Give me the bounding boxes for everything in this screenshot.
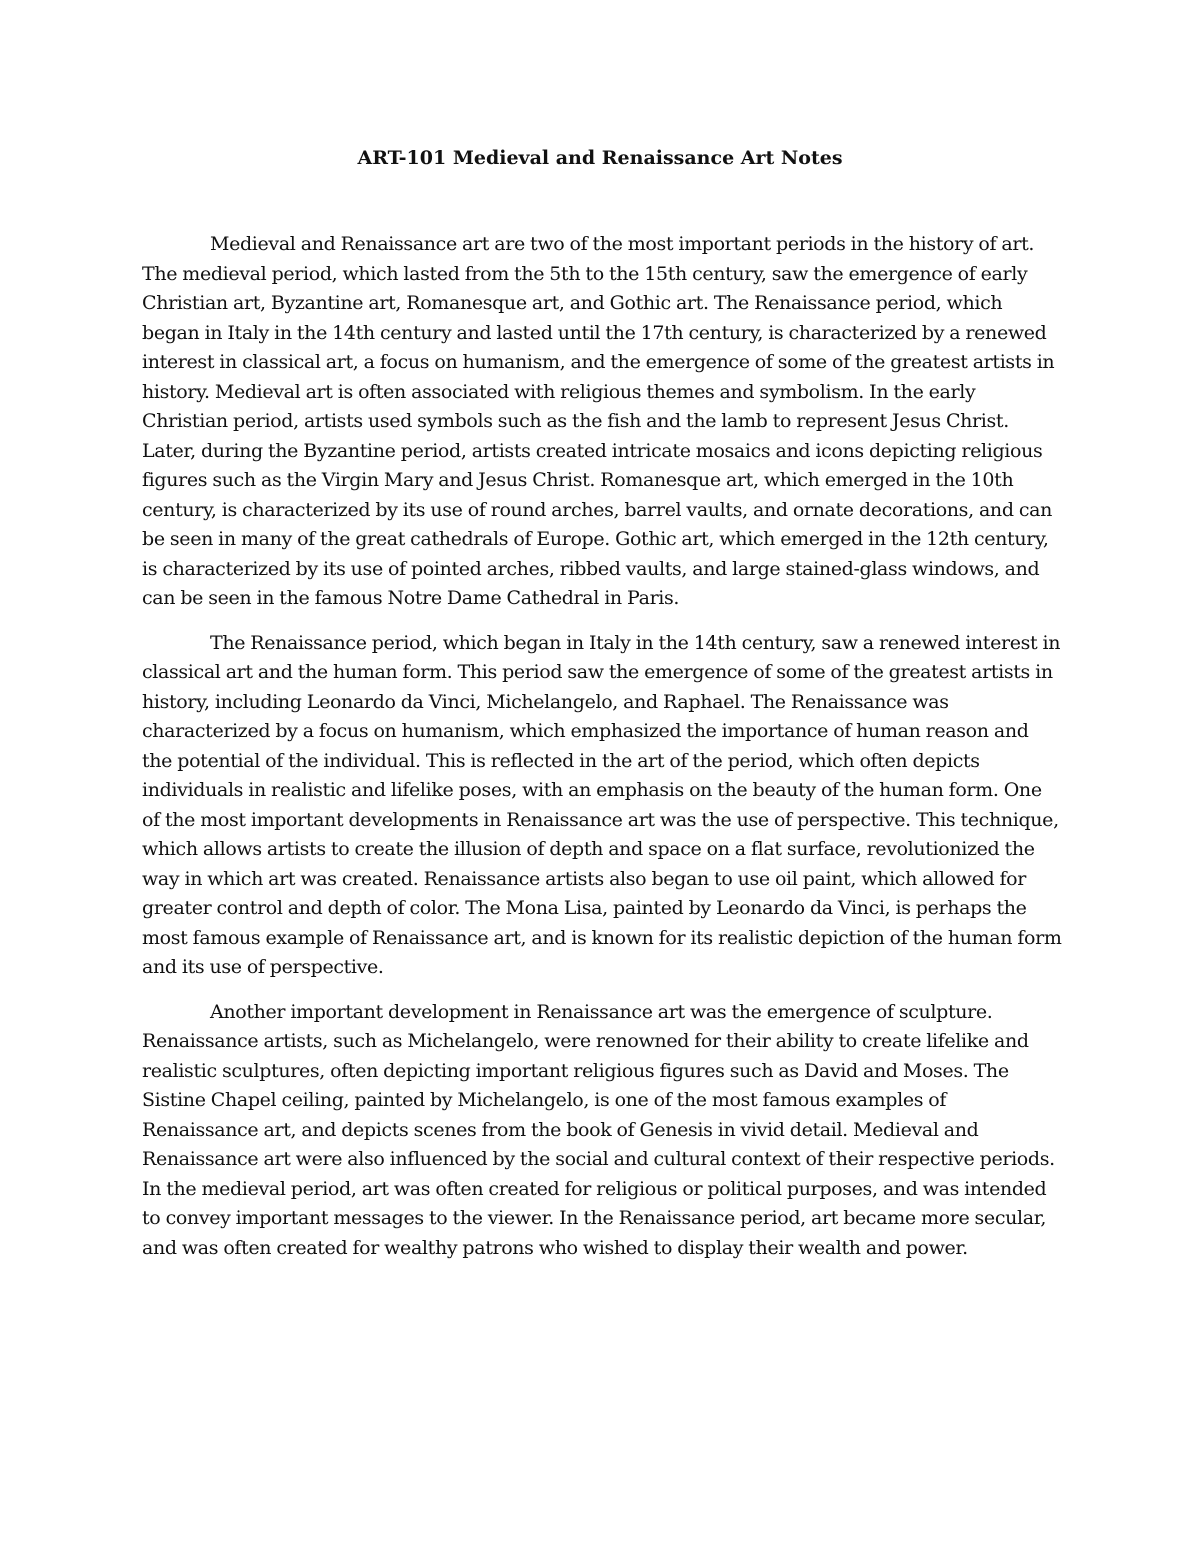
document-title: ART-101 Medieval and Renaissance Art Notes (357, 147, 843, 169)
document-body (142, 230, 1062, 1278)
paragraph-1: Medieval and Renaissance art are two of the most important periods in the history of art. The medieval period, which lasted from the 5th to the 15th century, saw the emergence of early Christian art, Byzantine art, Romanesque art, and Gothic art. The Renaissance period, which began in Italy in the 14th century and lasted until the 17th century, is characterized by a renewed interest in classical art, a focus on humanism, and the emergence of some of the greatest artists in history. Medieval art is often associated with religious themes and symbolism. In the early Christian period, artists used symbols such as the fish and the lamb to represent Jesus Christ. Later, during the Byzantine period, artists created intricate mosaics and icons depicting religious figures such as the Virgin Mary and Jesus Christ. Romanesque art, which emerged in the 10th century, is characterized by its use of round arches, barrel vaults, and ornate decorations, and can be seen in many of the great cathedrals of Europe. Gothic art, which emerged in the 12th century, is characterized by its use of pointed arches, ribbed vaults, and large stained-glass windows, and can be seen in the famous Notre Dame Cathedral in Paris. (142, 233, 1055, 609)
paragraph-2: The Renaissance period, which began in Italy in the 14th century, saw a renewed interest in classical art and the human form. This period saw the emergence of some of the greatest artists in history, including Leonardo da Vinci, Michelangelo, and Raphael. The Renaissance was characterized by a focus on humanism, which emphasized the importance of human reason and the potential of the individual. This is reflected in the art of the period, which often depicts individuals in realistic and lifelike poses, with an emphasis on the beauty of the human form. One of the most important developments in Renaissance art was the use of perspective. This technique, which allows artists to create the illusion of depth and space on a flat surface, revolutionized the way in which art was created. Renaissance artists also began to use oil paint, which allowed for greater control and depth of color. The Mona Lisa, painted by Leonardo da Vinci, is perhaps the most famous example of Renaissance art, and is known for its realistic depiction of the human form and its use of perspective. (142, 631, 1062, 978)
paragraph-3: Another important development in Renaissance art was the emergence of sculpture. Renaissance artists, such as Michelangelo, were renowned for their ability to create lifelike and realistic sculptures, often depicting important religious figures such as David and Moses. The Sistine Chapel ceiling, painted by Michelangelo, is one of the most famous examples of Renaissance art, and depicts scenes from the book of Genesis in vivid detail. Medieval and Renaissance art were also influenced by the social and cultural context of their respective periods. In the medieval period, art was often created for religious or political purposes, and was intended to convey important messages to the viewer. In the Renaissance period, art became more secular, and was often created for wealthy patrons who wished to display their wealth and power. (142, 1000, 1055, 1259)
